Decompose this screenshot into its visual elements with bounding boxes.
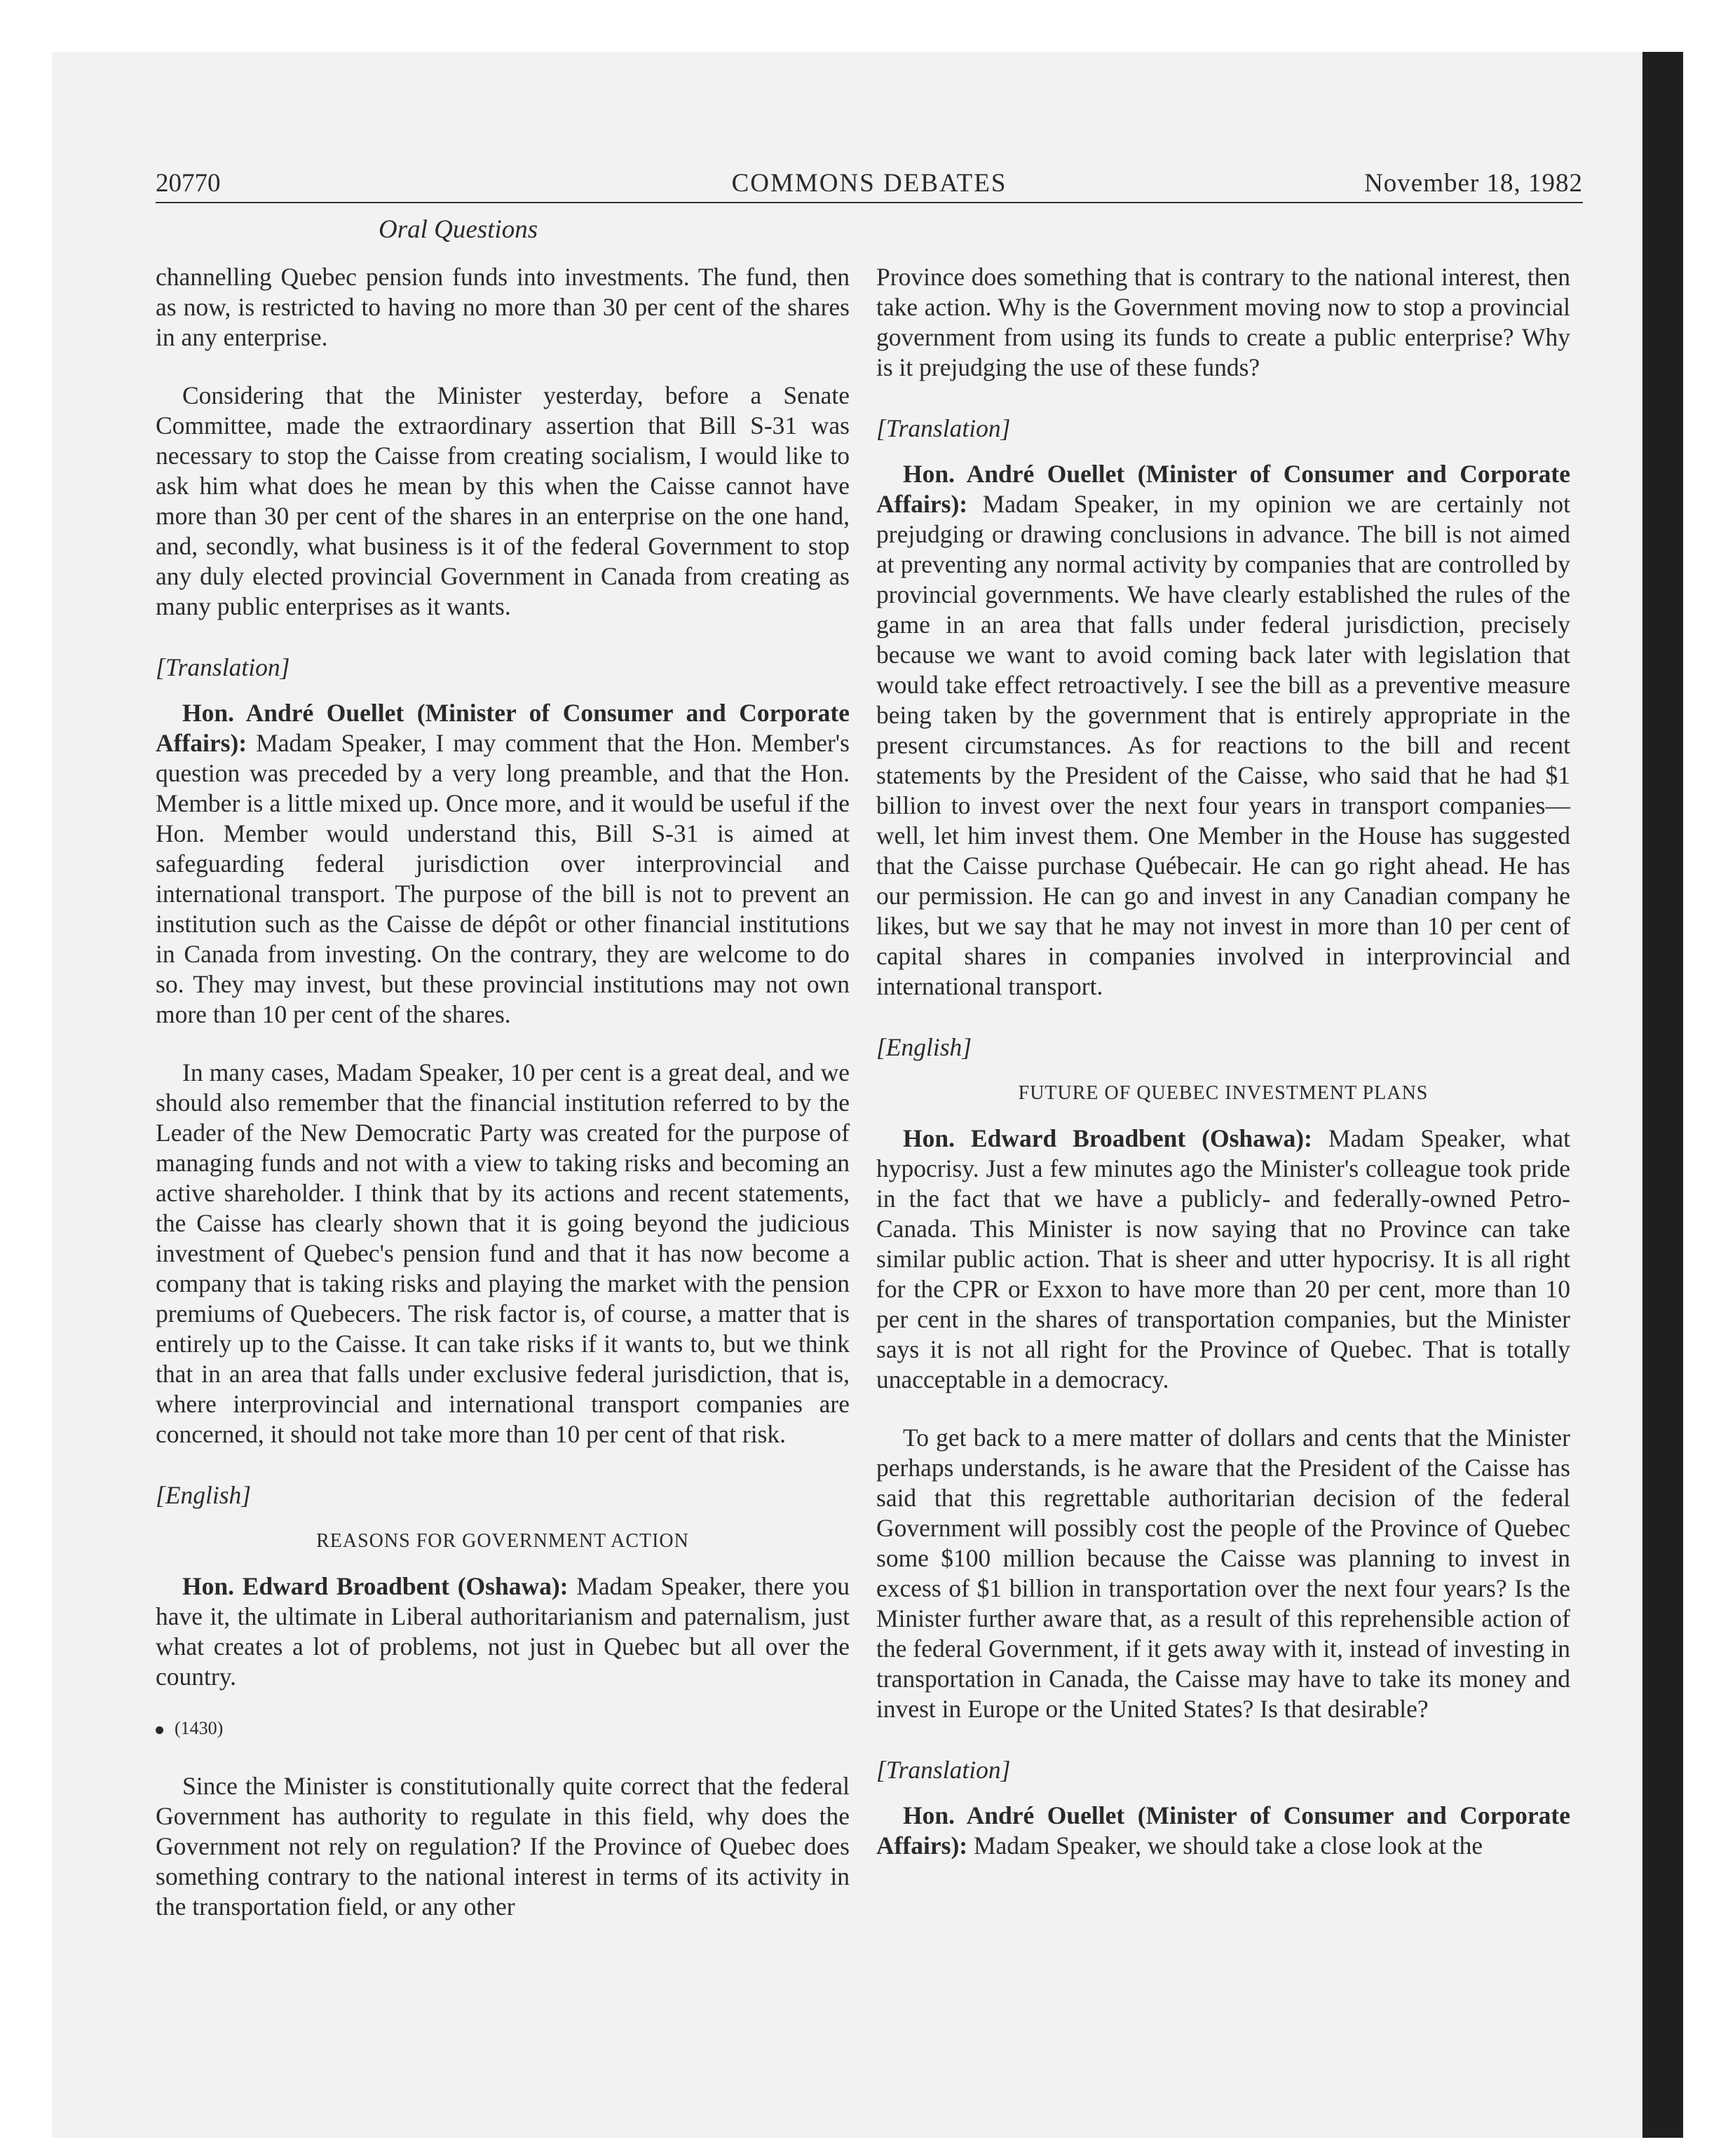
speech-text: Madam Speaker, I may comment that the Hon. Member's question was preceded by a very long preamble, and that the Hon. Member is a little mixed up. Once more, and it would be useful if the Hon. Member would understand this, Bill S-31 is aimed at safeguarding federal jurisdiction over interprovincial and international transport. The purpose of the bill is not to prevent an institution such as the Caisse de dépôt or other financial institutions in Canada from investing. On the contrary, they are welcome to do so. They may invest, but these provincial institutions may not own more than 10 per cent of the shares. [156,729,850,1028]
speaker-name: Hon. André Ouellet (Minister of Consumer and Corporate Affairs): [876,1801,1570,1860]
paragraph: Since the Minister is constitutionally quite correct that the federal Government has authority to regulate in this field, why does the Government not rely on regulation? If the Province of Quebec does something contrary to the national interest in terms of its activity in the transportation field, or any other [156,1772,850,1920]
paragraph: Province does something that is contrary to the national interest, then take action. Why is the Government moving now to stop a provincial government from using its funds to create a public enterprise? Why is it prejudging the use of these funds? [876,263,1570,381]
paragraph: Considering that the Minister yesterday, before a Senate Committee, made the extraordinary assertion that Bill S-31 was necessary to stop the Caisse from creating socialism, I would like to ask him what does he mean by this when the Caisse cannot have more than 30 per cent of the shares in an enterprise on the one hand, and, secondly, what business is it of the federal Government to stop any duly elected provincial Government in Canada from creating as many public enterprises as it wants. [156,381,850,620]
speech-text: Madam Speaker, we should take a close look at the [973,1831,1483,1860]
language-marker: [Translation] [156,653,290,681]
paragraph: channelling Quebec pension funds into investments. The fund, then as now, is restricted to having no more than 30 per cent of the shares in any enterprise. [156,263,850,351]
section-heading: REASONS FOR GOVERNMENT ACTION [316,1530,689,1552]
page-header [156,165,1583,203]
right-column [876,262,1570,1861]
paragraph: In many cases, Madam Speaker, 10 per cent is a great deal, and we should also remember that the financial institution referred to by the Leader of the New Democratic Party was created for the purpose of managing funds and not with a view to taking risks and becoming an active shareholder. I think that by its actions and recent statements, the Caisse has clearly shown that it is going beyond the judicious investment of Quebec's pension fund and that it has now become a company that is taking risks and playing the market with the pension premiums of Quebecers. The risk factor is, of course, a matter that is entirely up to the Caisse. It can take risks if it wants to, but we think that in an area that falls under exclusive federal jurisdiction, that is, where interprovincial and international transport companies are concerned, it should not take more than 10 per cent of that risk. [156,1058,850,1448]
speech-paragraph [876,459,1570,1002]
scan-edge-shadow [1642,52,1683,2138]
speech-text: Madam Speaker, there you have it, the ultimate in Liberal authoritarianism and paternalism, just what creates a lot of problems, not just in Quebec but all over the country. [156,1572,850,1691]
speaker-name: Hon. Edward Broadbent (Oshawa): [182,1572,569,1600]
language-marker: [English] [876,1033,972,1061]
speech-paragraph [876,1124,1570,1395]
language-marker: [English] [156,1481,252,1509]
language-marker: [Translation] [876,414,1011,442]
speaker-name: Hon. André Ouellet (Minister of Consumer and Corporate Affairs): [156,699,850,757]
language-marker: [Translation] [876,1756,1011,1784]
issue-date: November 18, 1982 [1364,169,1583,198]
speech-paragraph [156,698,850,1030]
time-mark [156,1713,850,1743]
speech-paragraph [156,1571,850,1692]
speech-text: Madam Speaker, what hypocrisy. Just a few minutes ago the Minister's colleague took pride in the fact that we have a publicly- and federally-owned Petro-Canada. This Minister is now saying that no Province can take similar public action. That is sheer and utter hypocrisy. It is all right for the CPR or Exxon to have more than 20 per cent, more than 10 per cent in the shares of transportation companies, but the Minister says it is not all right for the Province of Quebec. That is totally unacceptable in a democracy. [876,1124,1571,1393]
bullet-icon [156,1726,163,1734]
speaker-name: Hon. André Ouellet (Minister of Consumer and Corporate Affairs): [876,460,1570,518]
page-number: 20770 [156,169,221,198]
journal-title: COMMONS DEBATES [731,169,1007,198]
time-mark-text: (1430) [175,1718,224,1738]
section-heading: FUTURE OF QUEBEC INVESTMENT PLANS [1018,1082,1429,1104]
running-head: Oral Questions [379,215,538,244]
speech-text: Madam Speaker, in my opinion we are certainly not prejudging or drawing conclusions in advance. The bill is not aimed at preventing any normal activity by companies that are controlled by provincial governments. We have clearly established the rules of the game in an area that falls under federal jurisdiction, precisely because we want to avoid coming back later with legislation that would take effect retroactively. I see the bill as a preventive measure being taken by the government that is entirely appropriate in the present circumstances. As for reactions to the bill and recent statements by the President of the Caisse, who said that he had $1 billion to invest over the next four years in transport companies—well, let him invest them. One Member in the House has suggested that the Caisse purchase Québecair. He can go right ahead. He has our permission. He can go and invest in any Canadian company he likes, but we say that he may not invest in more than 10 per cent of capital shares in companies involved in interprovincial and international transport. [876,490,1570,1000]
speaker-name: Hon. Edward Broadbent (Oshawa): [903,1124,1312,1152]
paragraph: To get back to a mere matter of dollars and cents that the Minister perhaps understands, is he aware that the President of the Caisse has said that this regrettable authoritarian decision of the federal Government will possibly cost the people of the Province of Quebec some $100 million because the Caisse was planning to invest in excess of $1 billion in transportation over the next four years? Is the Minister further aware that, as a result of this reprehensible action of the federal Government, if it gets away with it, instead of investing in transportation in Canada, the Caisse may have to take its money and invest in Europe or the United States? Is that desirable? [876,1424,1570,1723]
speech-paragraph [876,1801,1570,1861]
left-column [156,262,850,1922]
